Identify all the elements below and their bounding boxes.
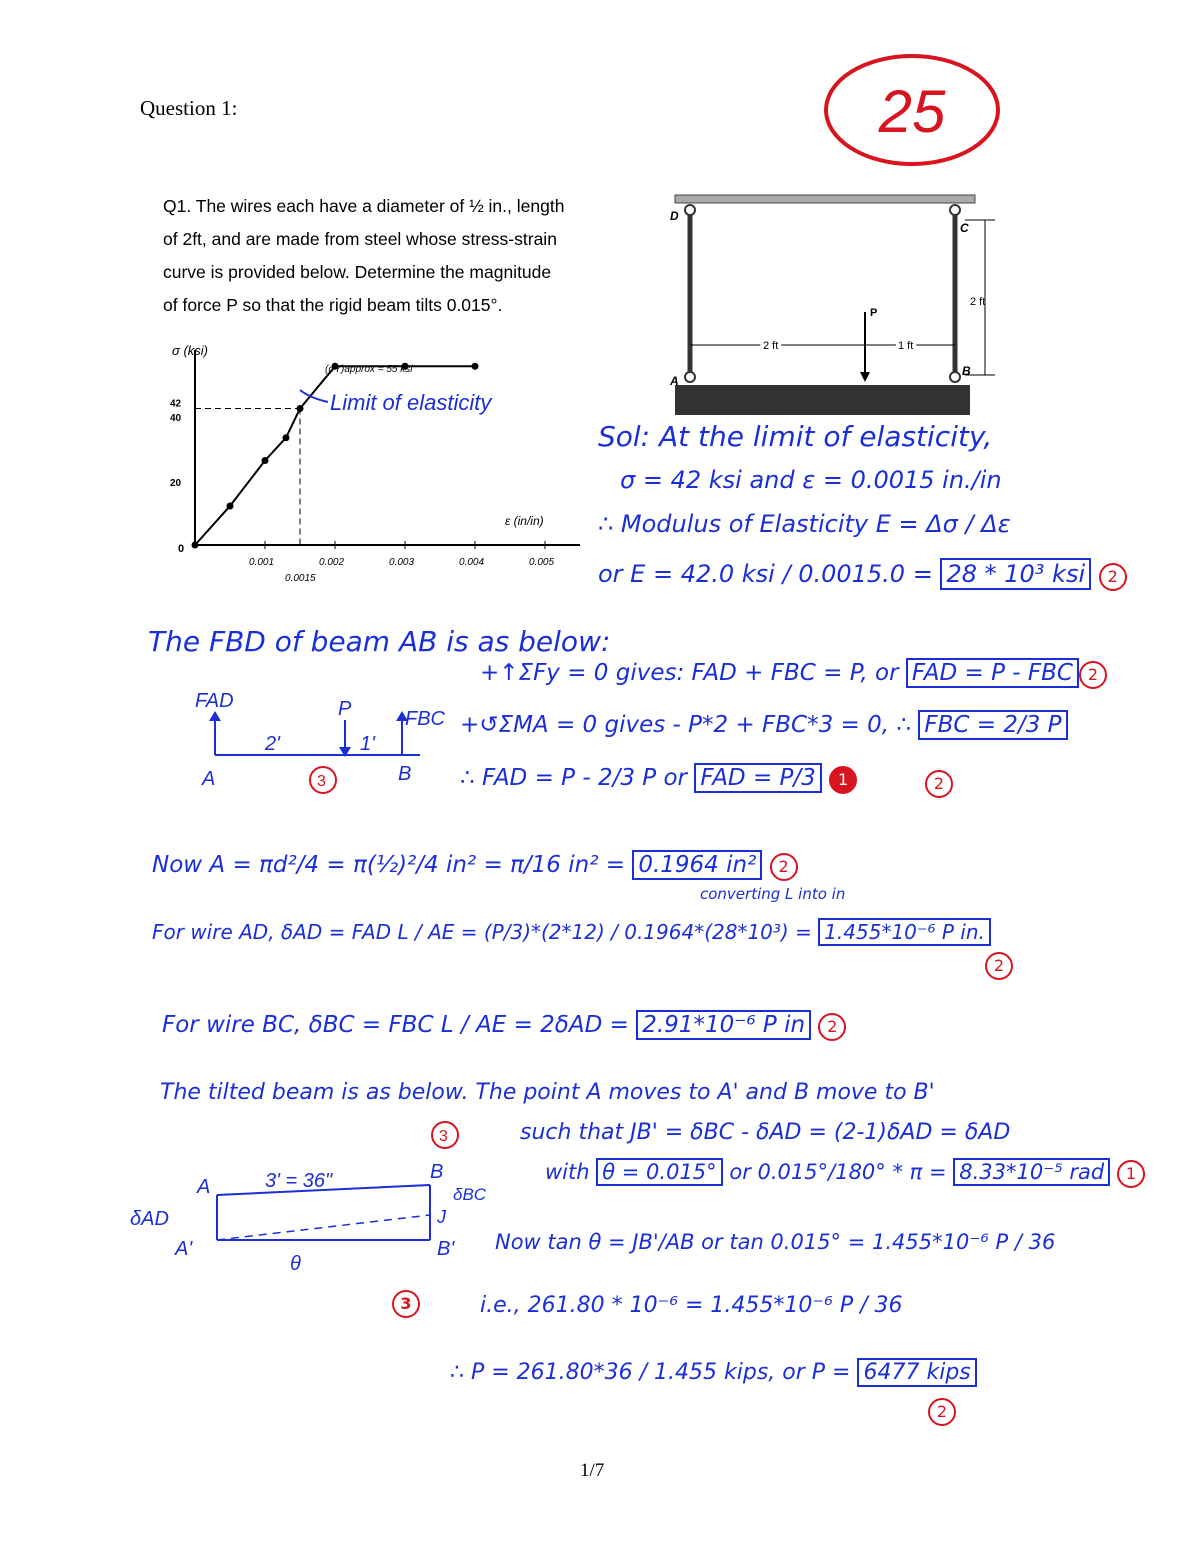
answer-box: FBC = 2/3 P xyxy=(918,710,1067,740)
yield-annotation: (σY)approx = 55 ksi xyxy=(325,364,413,375)
label-d: D xyxy=(670,209,679,223)
y-tick-label: 40 xyxy=(170,413,182,424)
tilt-j: J xyxy=(437,1207,446,1227)
data-point xyxy=(262,457,269,464)
tilt-b2: B' xyxy=(437,1238,455,1260)
tilt-mark-top: 3 xyxy=(439,1128,448,1145)
answer-box: FAD = P/3 xyxy=(694,763,821,793)
dim-height: 2 ft xyxy=(970,296,986,308)
x-tick-label: 0.005 xyxy=(529,557,555,568)
answer-box: 1.455*10⁻⁶ P in. xyxy=(818,918,991,946)
sol-line: σ = 42 ksi and ε = 0.0015 in./in xyxy=(620,466,1002,494)
tilt-a: A xyxy=(197,1176,211,1198)
mark-final xyxy=(928,1398,956,1426)
tilt-dad: δAD xyxy=(130,1208,169,1230)
data-point xyxy=(227,503,234,510)
answer-box: FAD = P - FBC xyxy=(906,658,1079,688)
label-a: A xyxy=(670,374,679,388)
eq-line: ∴ FAD = P - 2/3 P or FAD = P/3 1 xyxy=(460,765,857,794)
origin-label: 0 xyxy=(178,543,185,555)
fbd-len-2: 2' xyxy=(265,733,280,755)
problem-line: curve is provided below. Determine the magnitude xyxy=(163,262,552,282)
conversion-note: converting L into in xyxy=(700,885,846,903)
problem-line: of 2ft, and are made from steel whose stress-strain xyxy=(163,229,557,249)
fbd-fbc: FBC xyxy=(405,708,445,730)
answer-box: 8.33*10⁻⁵ rad xyxy=(953,1158,1110,1186)
answer-box: 28 * 10³ ksi xyxy=(940,558,1091,590)
mark: 2 xyxy=(1079,661,1107,689)
y-tick-label: 20 xyxy=(170,478,182,489)
x-axis-label: ε (in/in) xyxy=(505,514,544,528)
dim-1ft: 1 ft xyxy=(898,340,914,352)
tilt-b: B xyxy=(430,1161,444,1183)
tilted-beam-diagram xyxy=(125,1115,525,1280)
fbd-p: P xyxy=(338,698,352,720)
mark: 3 xyxy=(392,1290,420,1318)
fbd-mark: 3 xyxy=(317,773,326,790)
final-line: ∴ P = 261.80*36 / 1.455 kips, or P = 6477 kips xyxy=(450,1360,977,1385)
answer-box: θ = 0.015° xyxy=(596,1158,722,1186)
mark-tilt-left xyxy=(392,1290,420,1318)
tilt-line: The tilted beam is as below. The point A moves to A' and B move to B' xyxy=(160,1080,935,1105)
tilt-dbc: δBC xyxy=(453,1185,487,1204)
label-c: C xyxy=(960,221,969,235)
score-text: 25 xyxy=(878,78,946,145)
tan-line: i.e., 261.80 * 10⁻⁶ = 1.455*10⁻⁶ P / 36 xyxy=(480,1293,903,1318)
elasticity-annotation: Limit of elasticity xyxy=(330,390,492,415)
question-title: Question 1: xyxy=(140,96,238,120)
sol-line: or E = 42.0 ksi / 0.0015.0 = 28 * 10³ ksi 2 xyxy=(598,560,1127,591)
mark-eq2 xyxy=(925,770,953,798)
mark: 1 xyxy=(1117,1160,1145,1188)
x-extra-tick-label: 0.0015 xyxy=(285,573,316,584)
dbc-line: For wire BC, δBC = FBC L / AE = 2δAD = 2.91*10⁻⁶ P in 2 xyxy=(162,1012,846,1041)
fbd-a: A xyxy=(202,768,216,790)
problem-statement xyxy=(163,190,633,322)
tilt-len: 3' = 36" xyxy=(265,1170,333,1192)
mark: 2 xyxy=(985,952,1013,980)
x-tick-label: 0.003 xyxy=(389,557,415,568)
mark-dad xyxy=(985,952,1013,980)
y-tick-label: 42 xyxy=(170,398,182,410)
tilt-a2: A' xyxy=(175,1238,193,1260)
problem-line: Q1. The wires each have a diameter of ½ in., length xyxy=(163,196,565,216)
dad-line: For wire AD, δAD = FAD L / AE = (P/3)*(2*12) / 0.1964*(28*10³) = 1.455*10⁻⁶ P in. xyxy=(152,920,991,944)
answer-box: 2.91*10⁻⁶ P in xyxy=(636,1010,811,1040)
mark: 1 xyxy=(829,766,857,794)
score-circle xyxy=(820,48,1005,173)
answer-box: 6477 kips xyxy=(857,1358,976,1387)
data-point xyxy=(283,434,290,441)
fbd-diagram xyxy=(190,685,460,795)
mark: 2 xyxy=(925,770,953,798)
beam-figure xyxy=(665,190,1005,425)
dim-2ft: 2 ft xyxy=(763,340,779,352)
sol-line: Sol: At the limit of elasticity, xyxy=(598,420,993,453)
fbd-len-1: 1' xyxy=(360,733,375,755)
sol-line: ∴ Modulus of Elasticity E = Δσ / Δε xyxy=(598,510,1011,538)
tilt-line: such that JB' = δBC - δAD = (2-1)δAD = δAD xyxy=(520,1120,1011,1145)
data-point xyxy=(472,363,479,370)
mark: 2 xyxy=(770,853,798,881)
fbd-b: B xyxy=(398,763,412,785)
eq-line: +↑ΣFy = 0 gives: FAD + FBC = P, or FAD = P - FBC 2 xyxy=(480,660,1107,689)
mark: 2 xyxy=(928,1398,956,1426)
y-axis-label: σ (ksi) xyxy=(172,343,208,358)
stress-strain-chart xyxy=(160,330,590,610)
mark: 2 xyxy=(818,1013,846,1041)
eq-line: +↺ΣMA = 0 gives - P*2 + FBC*3 = 0, ∴ FBC = 2/3 P xyxy=(460,712,1068,738)
tilt-theta: θ xyxy=(290,1253,301,1275)
area-line: Now A = πd²/4 = π(½)²/4 in² = π/16 in² = 0.1964 in² 2 xyxy=(152,852,798,881)
label-p: P xyxy=(870,307,878,319)
x-tick-label: 0.004 xyxy=(459,557,485,568)
x-tick-label: 0.002 xyxy=(319,557,345,568)
problem-line: of force P so that the rigid beam tilts 0.015°. xyxy=(163,295,503,315)
label-b: B xyxy=(962,364,971,378)
answer-box: 0.1964 in² xyxy=(632,850,762,880)
fbd-fad: FAD xyxy=(195,690,234,712)
fbd-title: The FBD of beam AB is as below: xyxy=(148,625,611,658)
tan-line: Now tan θ = JB'/AB or tan 0.015° = 1.455*10⁻⁶ P / 36 xyxy=(495,1230,1056,1254)
x-tick-label: 0.001 xyxy=(249,557,275,568)
tilt-line: with θ = 0.015° or 0.015°/180° * π = 8.33*10⁻⁵ rad 1 xyxy=(545,1160,1145,1188)
data-point xyxy=(192,542,199,549)
mark: 2 xyxy=(1099,563,1127,591)
page-number: 1/7 xyxy=(580,1460,605,1481)
